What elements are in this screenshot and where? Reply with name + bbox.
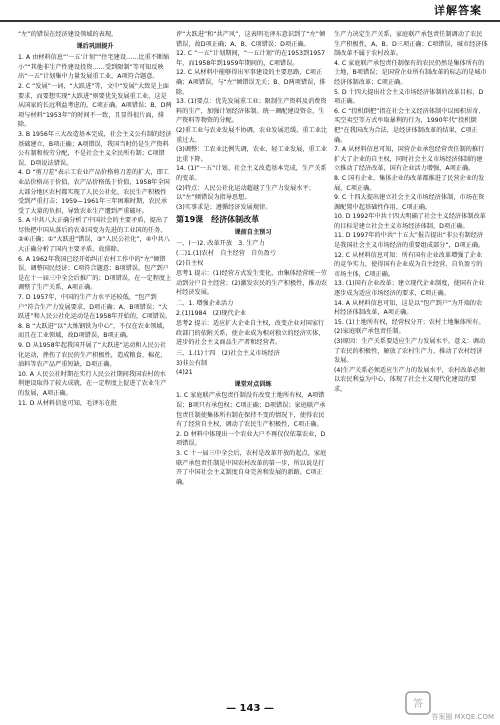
answer-item: 2. C “发展”一词，“大跃进”等，文中“发展”大致是上面要求，而要想实现“大跃进”则要优先发展重工业，这是从国家的长远利益考虑的，C项正确。A项错误；B、D两项与材料“1953年”的时间不一致，且显得很片面，排除。	[18, 82, 172, 129]
answer-item: 6. A 1962年我国已经开始纠正农村工作中的“左”倾错误，调整国民经济；C项符合题意；B项错误，包产到户是在十一届三中全会后推广的；D项错误，在一定程度上调整了生产关系，A项正确。	[18, 255, 172, 292]
watermark-text: 答案圈 MXQE.COM	[431, 713, 494, 721]
answer-item: 1. A 由材料信息“‘一五’计划”“住宅建设……比重不断缩小”“其他非生产性建设投资……受到限制”等可知反映出“一五”计划集中力量发展重工业，A项符合题意。	[18, 54, 170, 81]
answer-item: 三、1.(1)十四 (2)社会主义市场经济	[176, 350, 280, 357]
section-heading: 课堂对点训练	[234, 380, 272, 388]
answer-item: 12. C 从材料中能够得出军事建设的主要思路，C项正确；A项错误，与“左”倾错误无关；B、D两项错误，排除。	[176, 69, 326, 96]
answer-item: 13. (1)要点：优先发展重工业；限制生产资料及消费资料的生产，加强计划经济体制。统一调配建设资金，生产资料等物资的分配。	[176, 98, 327, 125]
answer-item: 5. A 中共八大正确分析了中国社会的主要矛盾，提出了尽快把中国从落后的农业国变为先进的工业国的任务，②④正确；①“大跃进”错误，③“人民公社化”，④中共八大正确分析了国内主要矛盾，故排除。	[18, 217, 170, 254]
answer-item: 12. C “一五”计划期间，“一五计划”的在1953到1957年，而1958年到1959年期间的，C项错误。	[176, 50, 326, 67]
answer-item: 7. D 1957年，中国的生产力水平还较低，“包产到户”符合生产力发展要求，D项正确；A、B项错误；“大跃进”和人民公社化运动是在1958年开始的，C项错误。	[18, 294, 172, 321]
answer-item: 5. D 十四大提出社会主义市场经济体制的改革目标，D项正确。	[334, 88, 484, 106]
think-prompt: 思考2 提示：适应扩大企业自主权，改变企业对国家行政部门的依附关系，使企业成为相对独立的经济实体，进步的社会主义商品生产者和经营者。	[176, 320, 325, 347]
answer-item: (3)原因：生产关系要适应生产力发展水平。意义：调动了农民的积极性，解放了农村生产力，推动了农村经济发展。	[334, 338, 486, 365]
answer-item: 14. (1)“一五”计划、社会主义改造基本完成，生产关系的变革。	[176, 165, 327, 182]
answer-item: 9. D 从1958年起我国开展了“大跃进”运动和人民公社化运动，挫伤了农民的生产积极性，造成粮食、棉花、油料等农产品严重短缺，D项正确。	[18, 342, 167, 369]
answer-item: 13. (1)国有企业改革；建立现代企业制度，使国有企业逐步成为适应市场经济的要求，C项正确。	[334, 280, 485, 298]
answer-item: 二、1. 增强企业活力	[176, 300, 234, 308]
answer-item: 15. (1)土地所有权，经营权分开；农村土地集体所有。	[334, 318, 485, 326]
answer-item: 6. C “投机倒把”指在社会主义经济体制中以囤积居奇、买空卖空等方式牟取暴利的行为，1990年代“投机倒把”在我国改为合法，是经济体制改革的结果，C项正确。	[334, 107, 485, 144]
answer-item: (2)家庭联产承包责任制。	[334, 328, 405, 336]
answer-item: 一、(一)2. 改革开放 3. 生产力	[176, 240, 265, 248]
answer-item: 4. C 家庭联产承包责任制保有的农民仍然是集体所有的土地，B项错误；是国营企业所有制改革的标志的是城市经济体制改革；C项正确。	[334, 59, 487, 86]
section-heading: 课前自主预习	[234, 228, 272, 236]
answer-item: 3. C 十一届三中全会后，农村是改革开放的起点，家庭联产承包责任制是中国农村改革的第一步，所以说是打开了中国社会主义制度自身完善和发展的新路，C项正确。	[176, 449, 327, 486]
page-header	[0, 0, 500, 28]
column-right	[334, 30, 488, 710]
answer-item: 生产力决定生产关系，家庭联产承包责任制调动了农民生产积极性，A、B、D三项正确；C项错误，城市经济体制改革不属于农村改革。	[334, 31, 488, 58]
answer-item: 3)非公有制	[176, 359, 208, 367]
answer-item: 8. C 国有企业、集体企业的改革都推进了民营企业的发展，C项正确。	[334, 174, 485, 192]
answer-item: (4)21	[176, 369, 193, 377]
page-number: — 143 —	[226, 703, 274, 714]
answer-item: (2)重工业与农业发展不协调，农业发展迟缓，重工业比重过大。	[176, 126, 328, 144]
answer-item: 11. D 1997年的中共“十五大”报告提出“非公有制经济是我国社会主义市场经济的重要组成部分”，D项正确。	[334, 232, 485, 250]
column-middle	[176, 30, 330, 710]
think-prompt: 思考1 提示：(1)经营方式发生变化，由集体经营统一劳动到分户自主经营；(2)激发农民的生产积极性，推动农村经济发展。	[176, 270, 328, 297]
answer-item: 2.(1)1984 (2)现代企业	[176, 309, 247, 317]
answer-item: 3. B 1956年三大改造基本完成，社会主义公有制的经济基础建立，B项正确；A项错误，我国当时仍是生产资料公有制和按劳分配，不是社会主义全民所有制；C项错误，D项说法错误。	[18, 130, 172, 167]
answer-item: 2. D 材料中体现出一个农业大户不再仅仅依靠农业，D项错误。	[176, 430, 326, 448]
answer-item: 4. D “剪刀差”表示工农业产品价格剪刀差的扩大，即工业品价格高于价值，农产品价格低于价值，1958年全国大部分地区农村都实现了人民公社化，农民生产积极性受到严重打击；1959—1961年三年困难时期，农民承受了大量的负担，导致农业生产遭到严重破坏。	[18, 169, 170, 215]
answer-item: (4)生产关系必须适应生产力的发展水平，农村改革必须以农民利益为中心，体现了社会主义现代化建设的要求。	[334, 366, 486, 393]
answer-item: 14. A 从材料信息可知，这是以“包产到户”为开端的农村经济体制改革，A项正确。	[334, 299, 483, 317]
answer-item: 8. B “大跃进”以“大炼钢铁为中心”，不仅在农业领域，而且在工业领域，故D项错误。B项正确。	[18, 322, 169, 340]
answer-item: 10. D 1992年中共十四大明确了社会主义经济体制改革的目标是建立社会主义市场经济体制，D项正确。	[334, 213, 486, 230]
section-heading: 课后巩固提升	[76, 42, 114, 50]
header-rule	[0, 20, 500, 22]
answer-item: 11. D 从材料信息可知，毛泽东在批	[18, 399, 117, 407]
lesson-title: 第19课 经济体制改革	[176, 215, 260, 225]
answer-item: (2)自主权	[176, 259, 204, 267]
answer-item: 12. C 从材料信息可知：所有国有企业改革增强了企业的竞争实力，使得国有企业成为自主经营、自负盈亏的市场主体，C项正确。	[334, 251, 483, 278]
header-title: 详解答案	[434, 4, 482, 17]
answer-item: 1. C 家庭联产承包责任制没有改变土地所有权，A项错误；B项只有承包权；C项正确；D项错误；家庭联产承包责任制使集体所有制在保持不变的情况下，使得农民有了经营自主权，调动了农民生产积极性，C项正确。	[176, 392, 326, 429]
answer-item: 评“大跃进”和“共产风”，这表明毛泽东意识到了“左”倾错误，故D项正确；A、B、C项错误；D项正确。	[176, 31, 326, 48]
svg-text:答: 答	[413, 699, 423, 710]
answer-item: (3)实事求是；遵循经济发展规律。	[176, 203, 272, 211]
answer-item: (2)特点：人民公社化运动超越了生产力发展水平；以“左”倾错误为指导思想。	[176, 184, 315, 202]
answer-item: 9. C 十四大提出建立社会主义市场经济体制，市场在资源配置中起基础性作用，C项正确。	[334, 194, 485, 211]
paragraph: “左”的错误在经济建设领域的表现。	[18, 31, 118, 38]
answer-item: 7. A 从材料信息可知，国营企业承包经营责任制的推行扩大了企业的自主权，同时社会主义市场经济体制的建立推动了经济改革，国有企业活力增强，A项正确。	[334, 146, 485, 173]
answer-item: (3)调整：工农业比例失调，农业、轻工业发展，重工业比重下降。	[176, 146, 328, 163]
answer-item: 10. A 人民公社时期在实行人民公社期间我国农村的水利建设取得了较大成就，在一定程度上促进了农业生产的发展，A项正确。	[18, 370, 167, 397]
column-left	[18, 30, 172, 710]
answer-item: (二)1.(1)农村 自主经营 自负盈亏	[176, 250, 276, 258]
